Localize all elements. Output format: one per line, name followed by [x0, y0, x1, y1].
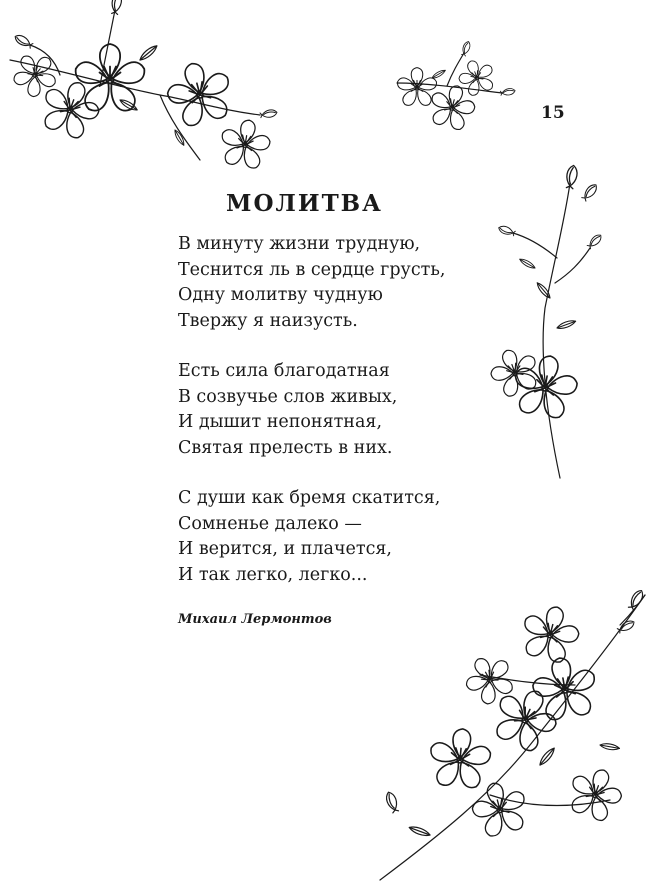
poem-line: Одну молитву чудную	[178, 285, 383, 305]
page-number: 15	[541, 103, 565, 123]
stanza-3	[178, 486, 445, 588]
blossom-branch-top-left-illustration	[0, 0, 280, 175]
poem-line: И так легко, легко...	[178, 564, 368, 585]
poem-line: С души как бремя скатится,	[178, 488, 441, 508]
poem-author: Михаил Лермонтов	[178, 612, 332, 627]
poem-body	[178, 232, 445, 613]
poem-line: Теснится ль в сердце грусть,	[178, 259, 446, 280]
poem-line: Святая прелесть в них.	[178, 437, 393, 458]
poem-line: И верится, и плачется,	[178, 539, 392, 559]
blossom-branch-bottom-right-illustration	[370, 585, 650, 885]
poem-line: Сомненье далеко —	[178, 513, 362, 534]
blossom-sprig-top-center-illustration	[392, 48, 512, 133]
stanza-2	[178, 359, 445, 461]
poem-line: В созвучье слов живых,	[178, 386, 398, 407]
stanza-1	[178, 232, 445, 334]
blossom-branch-right-illustration	[485, 178, 605, 488]
poem-title: МОЛИТВА	[226, 190, 383, 217]
poem-line: Есть сила благодатная	[178, 361, 390, 381]
poem-line: И дышит непонятная,	[178, 412, 383, 432]
poem-line: Твержу я наизусть.	[178, 310, 358, 331]
poem-line: В минуту жизни трудную,	[178, 234, 421, 254]
